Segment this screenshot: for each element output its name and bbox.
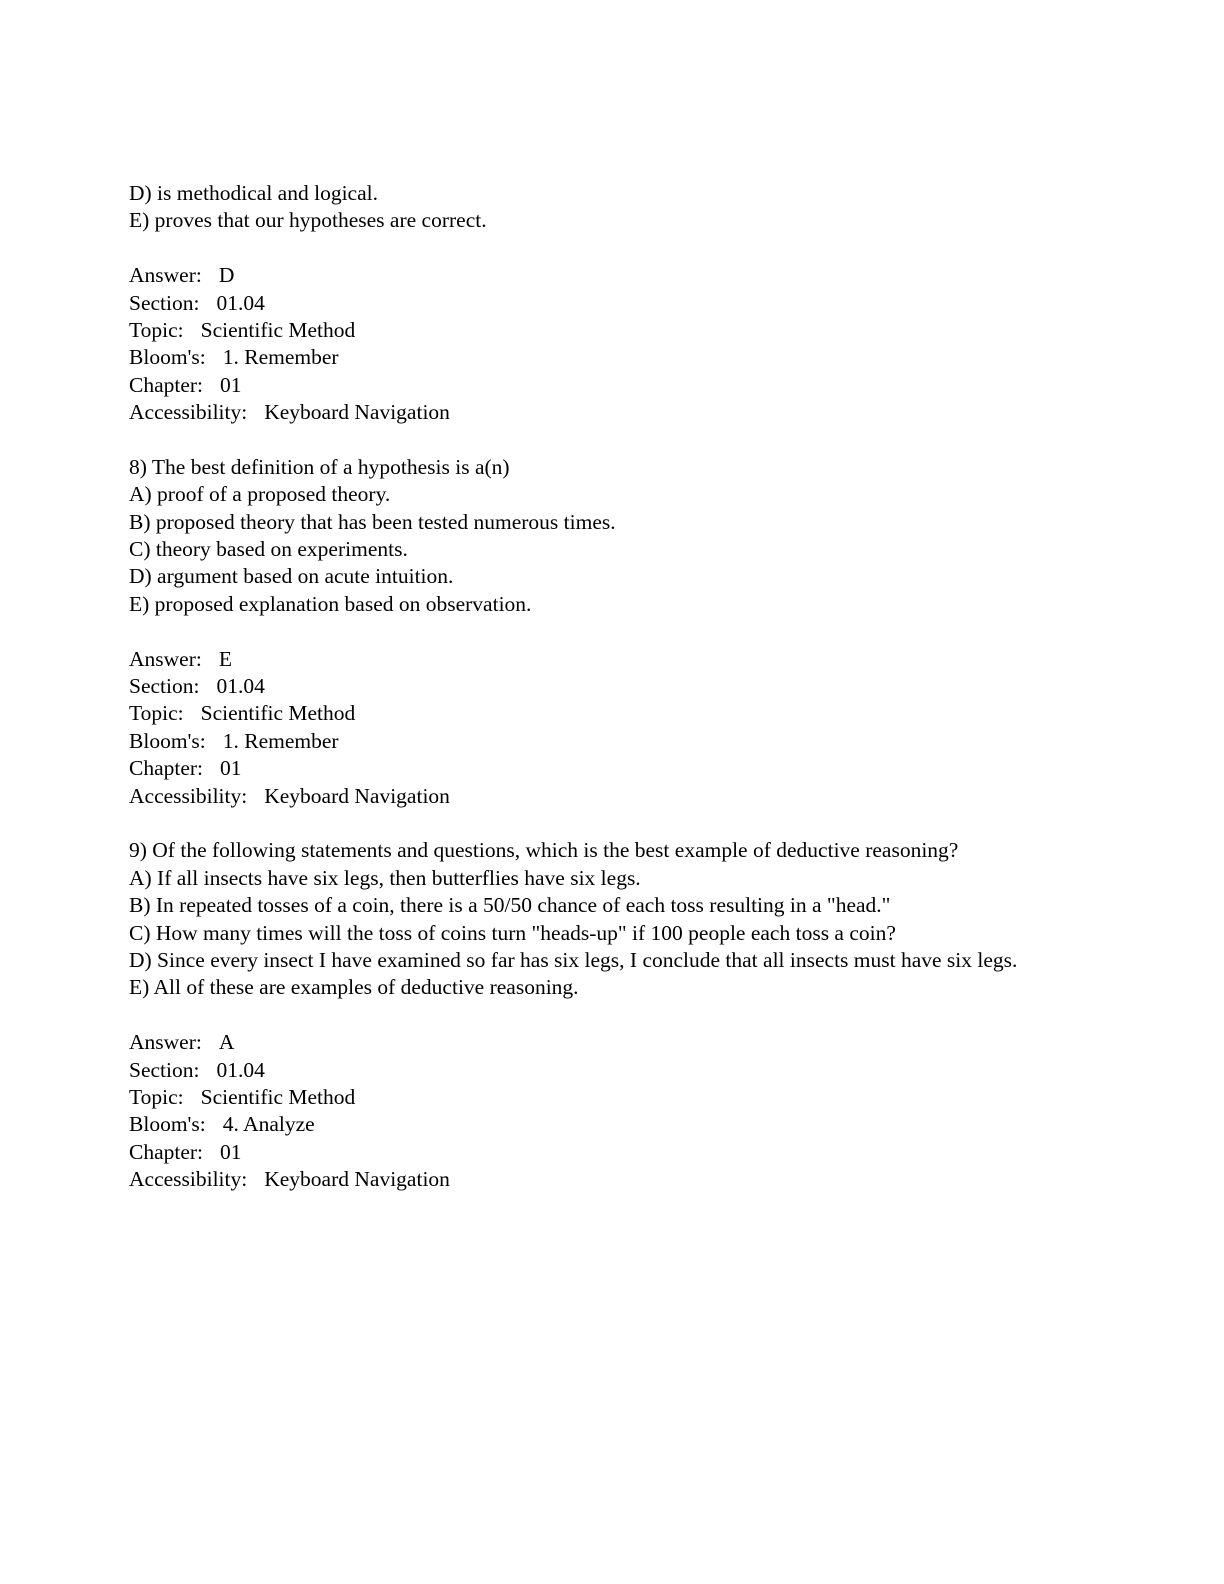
accessibility-label: Accessibility: [129,783,248,808]
section-label: Section: [129,674,200,699]
blooms-row [129,1111,1069,1138]
question-stem: 8) The best definition of a hypothesis is a(n) [129,454,510,479]
question-9 [129,837,1069,1193]
spacer [129,235,1069,262]
option-b: B) proposed theory that has been tested numerous times. [129,509,616,534]
section-row [129,1057,1069,1084]
option-d: D) is methodical and logical. [129,181,378,205]
spacer [129,810,1069,837]
question-stem: 9) Of the following statements and questions, which is the best example of deductive reasoning? [129,838,959,863]
document-page [129,180,1069,1193]
question-metadata [129,262,1069,426]
accessibility-value: Keyboard Navigation [264,1167,450,1192]
topic-label: Topic: [129,1084,184,1109]
spacer [129,1002,1069,1029]
topic-row [129,700,1069,727]
topic-row [129,317,1069,344]
accessibility-label: Accessibility: [129,400,248,425]
answer-row [129,262,1069,289]
option-a: A) If all insects have six legs, then butterflies have six legs. [129,865,641,890]
answer-label: Answer: [129,263,202,288]
blooms-value: 1. Remember [222,345,339,370]
chapter-value: 01 [220,1139,242,1164]
option-b: B) In repeated tosses of a coin, there is a 50/50 chance of each toss resulting in a "head." [129,893,891,918]
section-label: Section: [129,1057,200,1082]
accessibility-value: Keyboard Navigation [264,400,450,425]
option-e: E) proposed explanation based on observation. [129,591,532,616]
question-metadata [129,646,1069,810]
blooms-row [129,728,1069,755]
spacer [129,427,1069,454]
topic-label: Topic: [129,317,184,342]
topic-value: Scientific Method [200,317,356,342]
answer-label: Answer: [129,646,202,671]
answer-row [129,1029,1069,1056]
answer-value: E [218,646,232,671]
question-7-tail [129,180,1069,427]
section-value: 01.04 [216,290,265,315]
topic-label: Topic: [129,701,184,726]
answer-value: D [218,263,235,288]
accessibility-row [129,399,1069,426]
section-label: Section: [129,290,200,315]
section-row [129,673,1069,700]
accessibility-value: Keyboard Navigation [264,783,450,808]
option-d: D) Since every insect I have examined so far has six legs, I conclude that all insects must have six legs. [129,947,1018,972]
chapter-row [129,1139,1069,1166]
accessibility-label: Accessibility: [129,1167,248,1192]
chapter-value: 01 [220,372,242,397]
blooms-label: Bloom's: [129,345,206,370]
blooms-value: 4. Analyze [222,1112,315,1137]
topic-value: Scientific Method [200,701,356,726]
option-e: E) proves that our hypotheses are correct. [129,208,487,233]
accessibility-row [129,1166,1069,1193]
question-metadata [129,1029,1069,1193]
chapter-label: Chapter: [129,372,204,397]
chapter-value: 01 [220,756,242,781]
answer-label: Answer: [129,1030,202,1055]
spacer [129,618,1069,645]
option-c: C) theory based on experiments. [129,537,408,562]
chapter-row [129,372,1069,399]
accessibility-row [129,783,1069,810]
chapter-label: Chapter: [129,756,204,781]
answer-value: A [218,1030,235,1055]
option-a: A) proof of a proposed theory. [129,482,391,507]
blooms-row [129,344,1069,371]
topic-row [129,1084,1069,1111]
blooms-label: Bloom's: [129,1112,206,1137]
blooms-value: 1. Remember [222,728,339,753]
option-c: C) How many times will the toss of coins turn "heads-up" if 100 people each toss a coin? [129,920,896,945]
section-value: 01.04 [216,1057,265,1082]
blooms-label: Bloom's: [129,728,206,753]
question-8 [129,454,1069,810]
section-value: 01.04 [216,674,265,699]
section-row [129,290,1069,317]
chapter-label: Chapter: [129,1139,204,1164]
answer-row [129,646,1069,673]
option-e: E) All of these are examples of deductive reasoning. [129,975,579,1000]
topic-value: Scientific Method [200,1084,356,1109]
option-d: D) argument based on acute intuition. [129,564,454,589]
chapter-row [129,755,1069,782]
